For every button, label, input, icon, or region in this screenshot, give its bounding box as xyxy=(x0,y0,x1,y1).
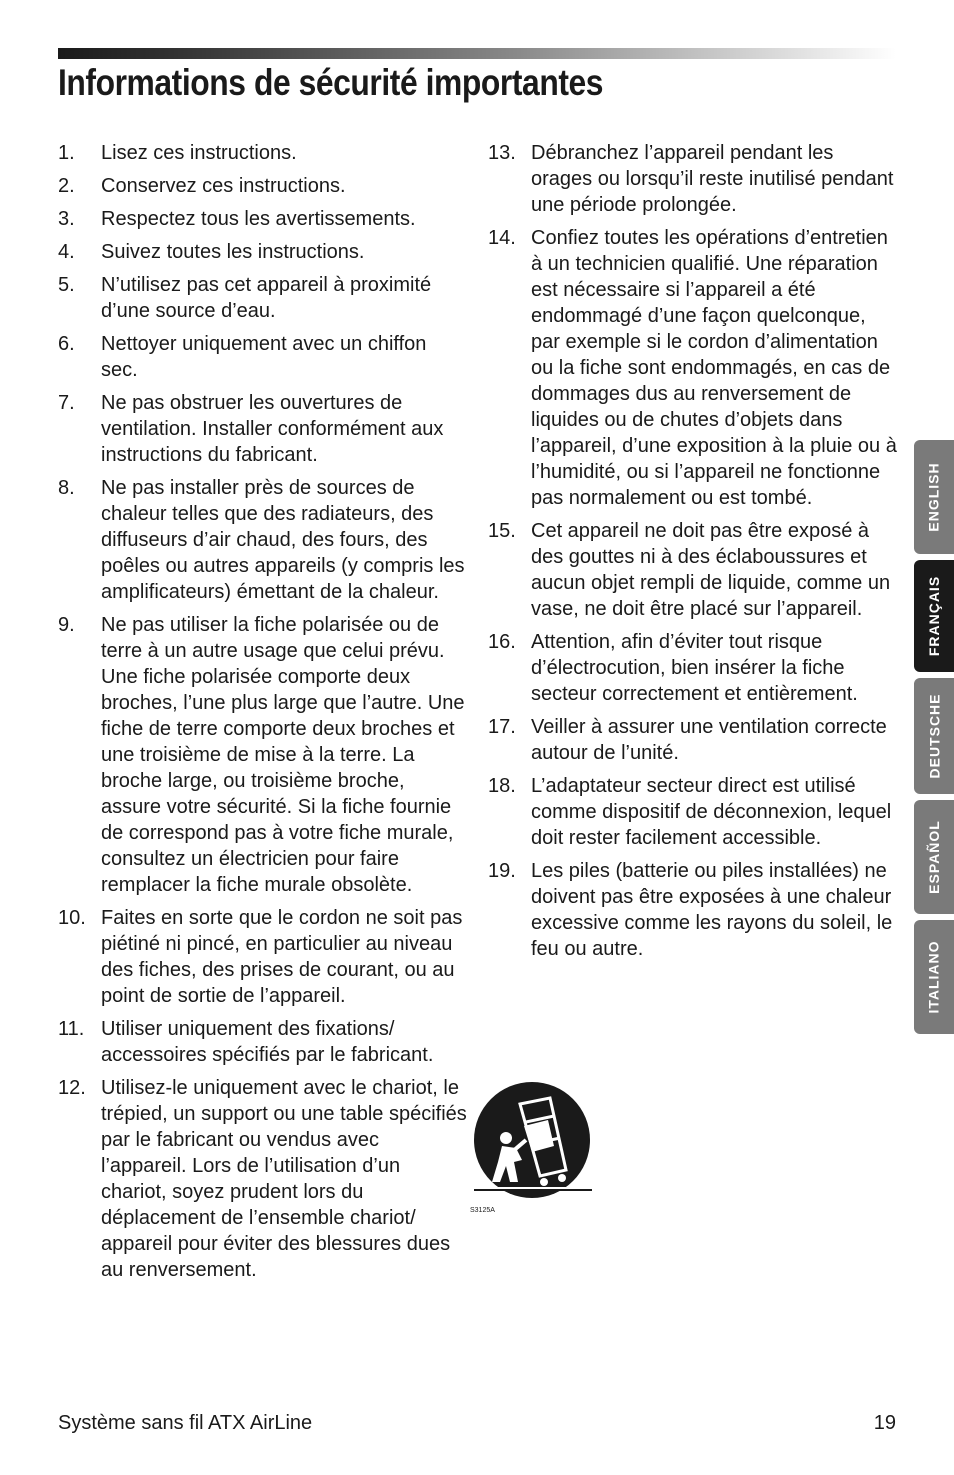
item-text: Veiller à assurer une ventilation correcte autour de l’unité. xyxy=(531,716,887,764)
instruction-item xyxy=(58,239,468,265)
item-text: Nettoyer uniquement avec un chiffon sec. xyxy=(101,333,427,381)
item-text: Confiez toutes les opérations d’entretien à un technicien qualifié. Une réparation est nécessaire si l’appareil a été endommagé d’une façon quelconque, par exemple si le cordon d’alimentation ou la fiche sont endommagés, en cas de dommages dus au renversement de liquides ou de chutes d’objets dans l’appareil, d’une exposition à la pluie ou à l’humidité, ou si l’appareil ne fonctionne pas normalement ou est tombé. xyxy=(531,227,897,509)
item-text: Les piles (batterie ou piles installées) ne doivent pas être exposées à une chaleur excessive comme les rayons du soleil, le feu ou autre. xyxy=(531,860,893,960)
instruction-item xyxy=(58,206,468,232)
item-number: 7. xyxy=(58,392,75,414)
tab-label: FRANÇAIS xyxy=(926,575,942,657)
tab-deutsche[interactable] xyxy=(914,678,954,794)
item-text: L’adaptateur secteur direct est utilisé comme dispositif de déconnexion, lequel doit rester facilement accessible. xyxy=(531,775,892,849)
item-number: 16. xyxy=(488,631,516,653)
instruction-item xyxy=(58,173,468,199)
instructions-list-right xyxy=(488,140,898,962)
tab-label: ESPAÑOL xyxy=(926,820,943,894)
item-number: 18. xyxy=(488,775,516,797)
item-number: 14. xyxy=(488,227,516,249)
instructions-list-left xyxy=(58,140,468,1283)
item-number: 8. xyxy=(58,477,75,499)
instruction-item xyxy=(488,773,898,851)
item-text: Conservez ces instructions. xyxy=(101,175,346,197)
tab-francais[interactable] xyxy=(914,560,954,672)
item-text: Ne pas installer près de sources de chaleur telles que des radiateurs, des diffuseurs d’air chaud, des fours, des poêles ou autres appareils (y compris les amplificateurs) émettant de la chaleur. xyxy=(101,477,465,603)
instruction-item xyxy=(488,518,898,622)
item-text: Respectez tous les avertissements. xyxy=(101,208,416,230)
instruction-item xyxy=(58,475,468,605)
item-text: N’utilisez pas cet appareil à proximité d’une source d’eau. xyxy=(101,274,432,322)
item-number: 12. xyxy=(58,1077,86,1099)
instructions-column-left xyxy=(58,140,468,1290)
item-text: Utilisez-le uniquement avec le chariot, le trépied, un support ou une table spécifiés par le fabricant ou vendus avec l’appareil. Lors de l’utilisation d’un chariot, soyez prudent lors du déplacement de l’ensemble chariot/ appareil pour éviter des blessures dues au renversement. xyxy=(101,1077,467,1281)
instruction-item xyxy=(488,629,898,707)
item-number: 6. xyxy=(58,333,75,355)
instruction-item xyxy=(58,905,468,1009)
page-number: 19 xyxy=(873,1412,896,1434)
item-number: 1. xyxy=(58,142,75,164)
instruction-item xyxy=(488,714,898,766)
item-number: 9. xyxy=(58,614,75,636)
item-number: 17. xyxy=(488,716,516,738)
tab-label: ITALIANO xyxy=(926,940,943,1014)
item-text: Suivez toutes les instructions. xyxy=(101,241,365,263)
symbol-code-label: S3125A xyxy=(470,1207,495,1214)
tab-english[interactable] xyxy=(914,440,954,554)
item-text: Ne pas obstruer les ouvertures de ventilation. Installer conformément aux instructions du fabricant. xyxy=(101,392,444,466)
instructions-column-right xyxy=(488,140,898,969)
item-text: Attention, afin d’éviter tout risque d’électrocution, bien insérer la fiche secteur correctement et entièrement. xyxy=(531,631,858,705)
item-number: 10. xyxy=(58,907,86,929)
instruction-item xyxy=(58,1016,468,1068)
instruction-item xyxy=(58,390,468,468)
instruction-item xyxy=(488,140,898,218)
item-text: Ne pas utiliser la fiche polarisée ou de terre à un autre usage que celui prévu. Une fiche polarisée comporte deux broches, l’une plus large que l’autre. Une fiche de terre comporte deux broches et une troisième de mise à la terre. La broche large, ou troisième broche, assure votre sécurité. Si la fiche fournie de correspond pas à votre fiche murale, consultez un électricien pour faire remplacer la fiche murale obsolète. xyxy=(101,614,465,896)
footer-product-name: Système sans fil ATX AirLine xyxy=(58,1412,313,1434)
item-text: Cet appareil ne doit pas être exposé à des gouttes ni à des éclaboussures et aucun objet rempli de liquide, comme un vase, ne doit être placé sur l’appareil. xyxy=(531,520,891,620)
item-number: 19. xyxy=(488,860,516,882)
item-number: 15. xyxy=(488,520,516,542)
item-number: 11. xyxy=(58,1018,85,1040)
tab-espanol[interactable] xyxy=(914,800,954,914)
instruction-item xyxy=(58,331,468,383)
instruction-item xyxy=(58,272,468,324)
instruction-item xyxy=(58,140,468,166)
instruction-item xyxy=(58,612,468,898)
instruction-item xyxy=(488,858,898,962)
tab-label: DEUTSCHE xyxy=(926,693,943,779)
item-text: Faites en sorte que le cordon ne soit pas piétiné ni pincé, en particulier au niveau des fiches, des prises de courant, ou au point de sortie de l’appareil. xyxy=(101,907,463,1007)
item-text: Débranchez l’appareil pendant les orages ou lorsqu’il reste inutilisé pendant une période prolongée. xyxy=(531,142,894,216)
item-number: 13. xyxy=(488,142,516,164)
item-number: 4. xyxy=(58,241,75,263)
cart-tipover-warning-icon xyxy=(462,1082,602,1214)
tab-italiano[interactable] xyxy=(914,920,954,1034)
item-number: 3. xyxy=(58,208,75,230)
tab-label: ENGLISH xyxy=(926,462,943,532)
header-rule xyxy=(58,48,896,59)
item-number: 5. xyxy=(58,274,75,296)
item-number: 2. xyxy=(58,175,75,197)
instruction-item xyxy=(58,1075,468,1283)
item-text: Utiliser uniquement des fixations/ accessoires spécifiés par le fabricant. xyxy=(101,1018,434,1066)
instruction-item xyxy=(488,225,898,511)
page-title: Informations de sécurité importantes xyxy=(58,62,604,103)
item-text: Lisez ces instructions. xyxy=(101,142,297,164)
